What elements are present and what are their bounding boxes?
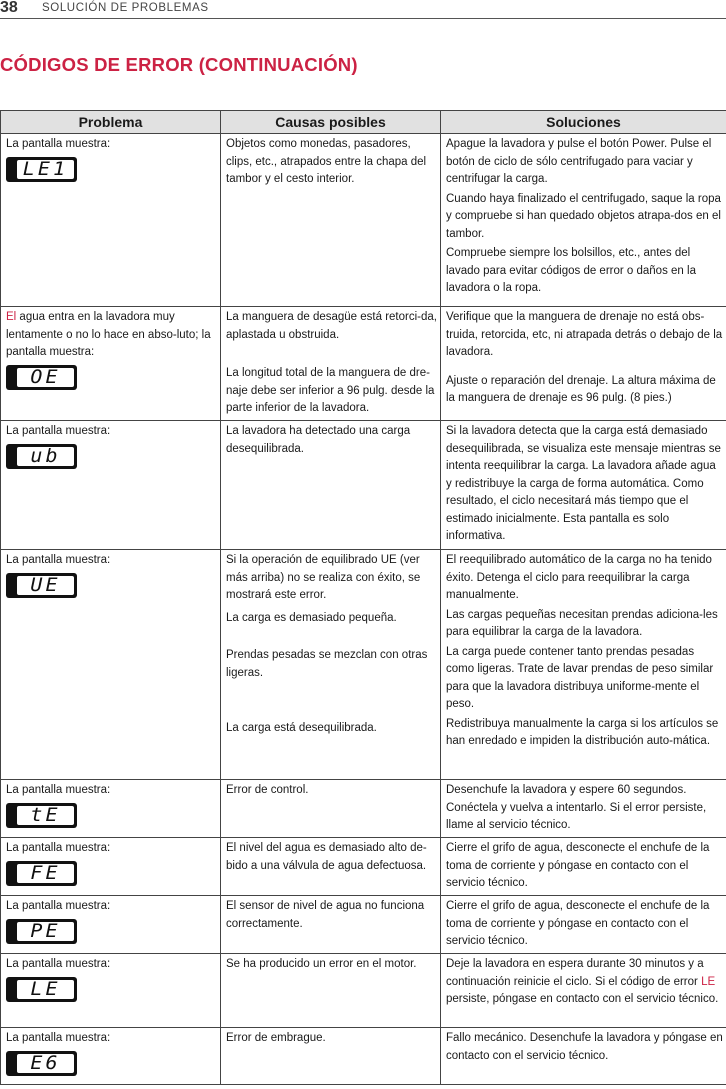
- problem-text: La pantalla muestra:: [6, 1032, 111, 1044]
- solution-text: El reequilibrado automático de la carga no ha tenido éxito. Detenga el ciclo para reequilibrar la carga manualmente.: [446, 554, 712, 601]
- error-code: tE: [30, 803, 61, 826]
- table-row: [1, 421, 726, 550]
- page-header: [0, 0, 726, 20]
- solution-text: Verifique que la manguera de drenaje no está obs-truida, retorcida, etc, ni atrapada detrás o debajo de la lavadora.: [446, 311, 723, 358]
- cause-text: Objetos como monedas, pasadores, clips, etc., atrapados entre la chapa del tambor y el cesto interior.: [226, 138, 427, 185]
- cause-cell: [221, 896, 441, 954]
- error-code-display: [6, 1051, 77, 1076]
- error-code: FE: [30, 861, 61, 884]
- solution-text: Fallo mecánico. Desenchufe la lavadora y póngase en contacto con el servicio técnico.: [446, 1032, 723, 1062]
- table-row: [1, 896, 726, 954]
- table-row: [1, 307, 726, 421]
- table-header-row: [1, 111, 726, 134]
- error-code-display: [6, 861, 77, 886]
- solution-text: Desenchufe la lavadora y espere 60 segundos. Conéctela y vuelva a intentarlo. Si el error persiste, llame al servicio técnico.: [446, 784, 707, 831]
- section-name: SOLUCIÓN DE PROBLEMAS: [42, 2, 209, 14]
- cause-cell: [221, 1028, 441, 1085]
- table-row: [1, 134, 726, 307]
- solution-text: Ajuste o reparación del drenaje. La altura máxima de la manguera de drenaje es 96 pulg. (8 pies.): [446, 374, 716, 404]
- error-code-display: [6, 157, 77, 182]
- cause-cell: [221, 307, 441, 421]
- cause-text: El sensor de nivel de agua no funciona correctamente.: [226, 900, 425, 930]
- error-code: PE: [30, 919, 61, 942]
- problem-cell: [1, 780, 221, 838]
- cause-text: El nivel del agua es demasiado alto de-bido a una válvula de agua defectuosa.: [226, 842, 427, 872]
- solution-text: Las cargas pequeñas necesitan prendas adiciona-les para equilibrar la carga de la lavadora.: [446, 608, 718, 638]
- cause-text: La carga es demasiado pequeña.: [226, 611, 397, 624]
- problem-cell: [1, 307, 221, 421]
- cause-text: La lavadora ha detectado una carga desequilibrada.: [226, 425, 411, 455]
- cause-text: Prendas pesadas se mezclan con otras ligeras.: [226, 649, 428, 679]
- problem-text: El agua entra en la lavadora muy lentamente o no lo hace en abso-luto; la pantalla muestra:: [6, 311, 211, 358]
- cause-cell: [221, 550, 441, 780]
- cause-cell: [221, 838, 441, 896]
- error-codes-table: [0, 110, 726, 1085]
- solution-text: Cierre el grifo de agua, desconecte el enchufe de la toma de corriente y póngase en contacto con el servicio técnico.: [446, 842, 710, 889]
- solution-cell: [441, 421, 726, 550]
- cause-text: La longitud total de la manguera de dre-naje debe ser inferior a 96 pulg. desde la parte inferior de la lavadora.: [226, 367, 435, 414]
- cause-text: Se ha producido un error en el motor.: [226, 958, 417, 970]
- error-code-display: [6, 365, 77, 390]
- error-code-display: [6, 977, 77, 1002]
- solution-text: Si la lavadora detecta que la carga está demasiado desequilibrada, se visualiza este mensaje mientras se intenta reequilibrar la carga. La lavadora añade agua y redistribuye la carga de forma automática. Como resultado, el ciclo necesitará más tiempo que el estimado inicialmente. Esta pantalla es solo informativa.: [446, 425, 721, 542]
- problem-text: La pantalla muestra:: [6, 958, 111, 970]
- problem-cell: [1, 134, 221, 307]
- cause-cell: [221, 421, 441, 550]
- problem-text: La pantalla muestra:: [6, 900, 111, 912]
- error-code: LE: [30, 977, 61, 1000]
- error-code-display: [6, 803, 77, 828]
- solution-text: Apague la lavadora y pulse el botón Power. Pulse el botón de ciclo de sólo centrifugado para vaciar y centrifugar la carga.: [446, 138, 712, 185]
- problem-cell: [1, 954, 221, 1028]
- table-row: [1, 838, 726, 896]
- error-code: ub: [30, 444, 61, 467]
- page-number: 38: [0, 0, 18, 16]
- problem-text: La pantalla muestra:: [6, 425, 111, 437]
- solution-cell: [441, 134, 726, 307]
- solution-cell: [441, 1028, 726, 1085]
- problem-text: La pantalla muestra:: [6, 138, 111, 150]
- table-row: [1, 1028, 726, 1085]
- problem-cell: [1, 896, 221, 954]
- solution-text: Redistribuya manualmente la carga si los artículos se han enredado e impiden la distribución auto-mática.: [446, 717, 719, 747]
- cause-text: Si la operación de equilibrado UE (ver más arriba) no se realiza con éxito, se mostrará este error.: [226, 554, 421, 601]
- cause-text: La carga está desequilibrada.: [226, 722, 377, 734]
- cause-cell: [221, 780, 441, 838]
- header-rule: [0, 18, 726, 19]
- error-code-display: [6, 573, 77, 598]
- error-code-mention: LE: [701, 975, 716, 988]
- error-code-display: [6, 919, 77, 944]
- solution-text: Cierre el grifo de agua, desconecte el enchufe de la toma de corriente y póngase en contacto con el servicio técnico.: [446, 900, 710, 947]
- solution-cell: [441, 780, 726, 838]
- cause-cell: [221, 954, 441, 1028]
- problem-cell: [1, 1028, 221, 1085]
- problem-text: La pantalla muestra:: [6, 554, 111, 566]
- cause-cell: [221, 134, 441, 307]
- cause-text: La manguera de desagüe está retorci-da, aplastada u obstruida.: [226, 311, 437, 341]
- problem-cell: [1, 838, 221, 896]
- solution-cell: [441, 954, 726, 1028]
- column-header-problema: Problema: [1, 111, 221, 134]
- problem-text: La pantalla muestra:: [6, 842, 111, 854]
- solution-text: Deje la lavadora en espera durante 30 minutos y a continuación reinicie el ciclo. Si el código de error LE persiste, póngase en contacto con el servicio técnico.: [446, 958, 719, 1005]
- table-row: [1, 550, 726, 780]
- error-code: LE1: [22, 157, 69, 180]
- column-header-causas: Causas posibles: [221, 111, 441, 134]
- error-code: OE: [30, 365, 61, 388]
- problem-text: La pantalla muestra:: [6, 784, 111, 796]
- solution-cell: [441, 838, 726, 896]
- error-code: E6: [30, 1051, 61, 1074]
- table-row: [1, 954, 726, 1028]
- problem-lead: El: [6, 311, 17, 323]
- error-code: UE: [30, 573, 61, 596]
- problem-cell: [1, 421, 221, 550]
- solution-text: La carga puede contener tanto prendas pesadas como ligeras. Trate de lavar prendas de peso similar para que la lavadora distribuya uniforme-mente el peso.: [446, 645, 714, 710]
- solution-cell: [441, 550, 726, 780]
- page-title: CÓDIGOS DE ERROR (CONTINUACIÓN): [0, 54, 358, 75]
- column-header-soluciones: Soluciones: [441, 111, 726, 134]
- solution-text: Cuando haya finalizado el centrifugado, saque la ropa y compruebe si han quedado objetos atrapa-dos en el tambor.: [446, 192, 721, 240]
- solution-text: Compruebe siempre los bolsillos, etc., antes del lavado para evitar códigos de error o daños en la lavadora o la ropa.: [446, 247, 696, 294]
- error-code-display: [6, 444, 77, 469]
- solution-cell: [441, 896, 726, 954]
- cause-text: Error de embrague.: [226, 1032, 326, 1044]
- table-row: [1, 780, 726, 838]
- problem-cell: [1, 550, 221, 780]
- cause-text: Error de control.: [226, 784, 309, 796]
- solution-cell: [441, 307, 726, 421]
